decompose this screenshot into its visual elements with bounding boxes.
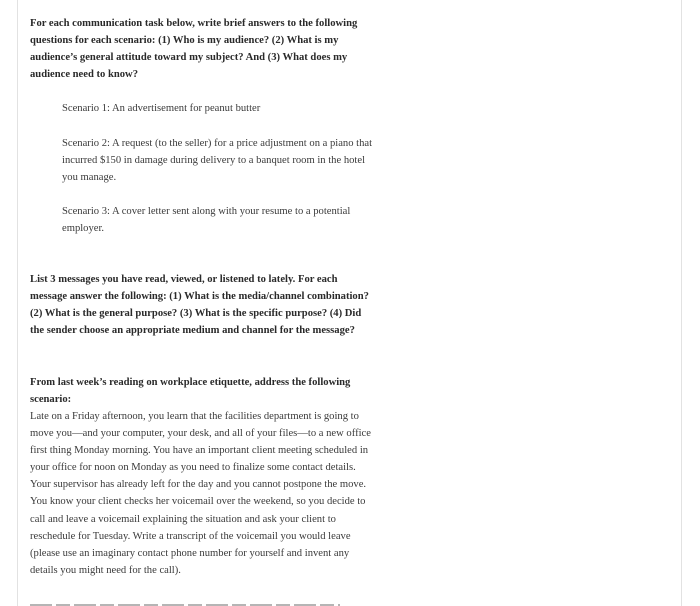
scenario-3: Scenario 3: A cover letter sent along with your resume to a potential employer. [62,206,351,235]
intro-instructions: For each communication task below, write brief answers to the following questions for each scenario: (1) Who is my audience? (2) What is my audience’s general attitude toward my subject? And (3) What does my audience need to know? [30,18,358,81]
etiquette-heading: From last week’s reading on workplace etiquette, address the following scenario: [30,377,351,406]
scenario-2: Scenario 2: A request (to the seller) for a price adjustment on a piano that incurred $150 in damage during delivery to a banquet room in the hotel you manage. [62,138,373,184]
messages-task: List 3 messages you have read, viewed, or listened to lately. For each message answer the following: (1) What is the media/channel combination? (2) What is the general purpose? (3) What is the specific purpose? (4) Did the sender choose an appropriate medium and channel for the message? [30,274,369,337]
cut-off-text-line [30,600,340,606]
scenario-1: Scenario 1: An advertisement for peanut butter [62,103,261,114]
etiquette-scenario-body: Late on a Friday afternoon, you learn that the facilities department is going to move you—and your computer, your desk, and all of your files—to a new office first thing Monday morning. You have an important client meeting scheduled in your office for noon on Monday as you need to finalize some contact details. Your supervisor has already left for the day and you cannot postpone the move. You know your client checks her voicemail over the weekend, so you decide to call and leave a voicemail explaining the situation and ask your client to reschedule for Tuesday. Write a transcript of the voicemail you would leave (please use an imaginary contact phone number for yourself and invent any details you might need for the call). [30,411,371,576]
